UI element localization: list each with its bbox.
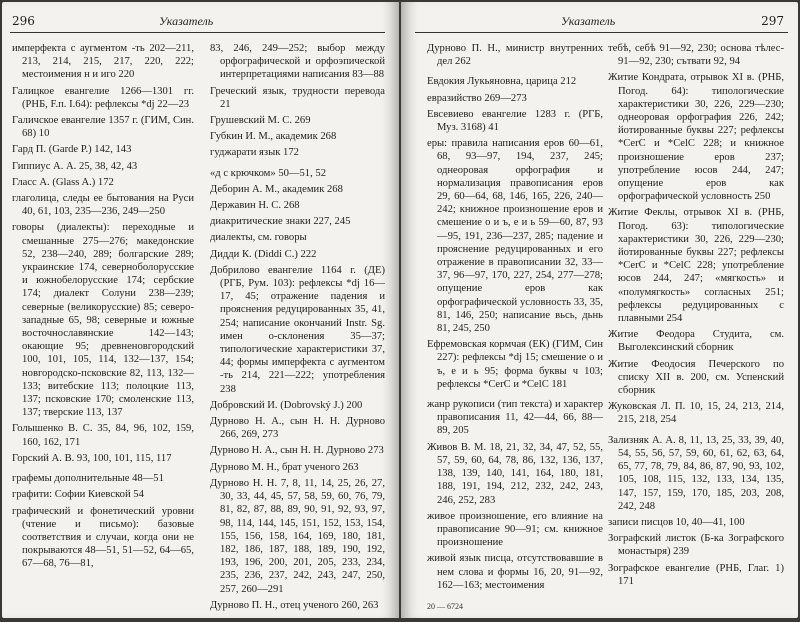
index-entry: гуджарати язык 172 (210, 147, 299, 159)
index-entry: Горский А. В. 93, 100, 101, 115, 117 (12, 452, 172, 464)
index-entry: Греческий язык, трудности перевода 21 (210, 85, 385, 110)
index-entry: Зографский листок (Б-ка Зографского монастыря) 239 (608, 533, 784, 558)
index-entry: Добрилово евангелие 1164 г. (ДЕ) (РГБ, Рум. 103): рефлексы *dj 16—17, 45; отражение падения и прояснения редуцированных 35, 41, 254; написание окончаний Instr. Sg. имен о-склонения 35—37; типологические характеристики 37, 44; формы имперфекта с аугментом -ть 214, 221—222; употребления 238 (210, 264, 385, 395)
index-entry: «д с крючком» 50—51, 52 (210, 167, 326, 179)
index-entry: Жуковская Л. П. 10, 15, 24, 213, 214, 215, 218, 254 (608, 401, 784, 426)
index-entry: евразийство 269—273 (427, 92, 527, 104)
index-entry: Житие Феодосия Печерского по списку XII в. 200, см. Успенский сборник (608, 358, 784, 397)
index-entry: Губкин И. М., академик 268 (210, 131, 337, 143)
header-rule (415, 32, 788, 33)
running-head: Указатель (561, 14, 616, 28)
index-column-right (608, 42, 784, 591)
index-entry: жанр рукописи (тип текста) и характер правописания 11, 42—44, 66, 88—89, 205 (427, 399, 603, 437)
index-entry: графемы дополнительные 48—51 (12, 473, 164, 485)
running-head: Указатель (159, 14, 214, 28)
index-entry: Дидди К. (Diddi C.) 222 (210, 248, 317, 260)
index-entry: записи писцов 10, 40—41, 100 (608, 516, 745, 528)
index-entry: Державин Н. С. 268 (210, 200, 300, 212)
index-entry: Житие Феклы, отрывок XI в. (РНБ, Погод. 63): типологические характеристики 30, 226, 229—230; йотированные буквы 227; рефлексы *CerC и *CelC 228; употребление юсов 244, 247; «мягкость» и «полумягкость» согласных 251; рефлексы редуцированных с плавными 254 (608, 207, 784, 325)
header-rule (10, 32, 385, 33)
index-entry: Грушевский М. С. 269 (210, 115, 311, 127)
index-entry: Голышенко В. С. 35, 84, 96, 102, 159, 160, 162, 171 (12, 423, 194, 448)
index-entry: Дурново М. Н., брат ученого 263 (210, 461, 359, 473)
index-entry: тебѣ, себѣ 91—92, 230; основа тѣлес- 91—92, 230; сътвати 92, 94 (608, 43, 784, 68)
index-column-left (12, 42, 194, 574)
index-entry: Деборин А. М., академик 268 (210, 183, 343, 195)
index-entry: Гласс А. (Glass A.) 172 (12, 176, 114, 188)
index-entry: имперфекта с аугментом -ть 202—211, 213, 214, 215, 217, 220, 222; местоимения н и иго 220 (12, 43, 194, 81)
index-entry: Гард П. (Garde P.) 142, 143 (12, 144, 132, 156)
index-entry: живое произношение, его влияние на правописание 90—91; см. книжное произношение (427, 510, 603, 549)
index-entry: говоры (диалекты): переходные и смешанные 275—276; македонские 52, 238—240, 289; болгарские 289; украинские 174, северноболорусские и южнобелорусские 174; сербские 174; диалект Солуни 238—239; северные (великорусские) 85; северо-западные 65, 98; северные и южные восточнославянские 142—143; окающие 95; древненовгородский 100, 101, 105, 114, 132—137, 154; новгородско-псковские 82, 113, 132—133; витебские 113; полоцкие 113, 137; псковские 170; смоленские 113, 137; тверские 113, 137 (12, 222, 194, 419)
index-entry: диалекты, см. говоры (210, 232, 307, 244)
index-entry: Галицкое евангелие 1266—1301 гг. (РНБ, F.п. I.64): рефлексы *dj 22—23 (12, 85, 194, 110)
index-entry: Житие Кондрата, отрывок XI в. (РНБ, Погод. 64): типологические характеристики 30, 226, 229—230; однеоровая орфография 226, 242; йотированные буквы 227; рефлексы *CerC и *CelC 228; и книжное произношение еров 237; употребление юсов 244, 247; опущение еров как орфографической условность 250 (608, 72, 784, 203)
index-entry: Дурново Н. Н. 7, 8, 11, 14, 25, 26, 27, 30, 33, 44, 45, 57, 58, 59, 60, 76, 79, 81, 82, 87, 88, 89, 90, 91, 92, 93, 97, 98, 114, 144, 145, 151, 152, 153, 154, 155, 156, 158, 164, 169, 180, 181, 182, 186, 187, 188, 189, 190, 192, 193, 196, 200, 201, 205, 233, 234, 235, 236, 237, 242, 243, 247, 250, 257, 260—291 (210, 477, 385, 595)
index-entry: Зографское евангелие (РНБ, Глаг. 1) 171 (608, 562, 784, 587)
index-entry: графический и фонетический уровни (чтение и письмо): базовые соответствия и случаи, когда они не покрываются 48—51, 51—52, 64—65, 67—68, 76—81, (12, 505, 194, 570)
index-entry: Зализняк А. А. 8, 11, 13, 25, 33, 39, 40, 54, 55, 56, 57, 59, 60, 61, 62, 63, 64, 65, 77, 78, 79, 84, 86, 87, 90, 93, 102, 105, 108, 115, 132, 133, 134, 135, 147, 157, 159, 170, 185, 203, 208, 242, 248 (608, 434, 784, 512)
index-entry: графити: Софии Киевской 54 (12, 489, 144, 501)
index-entry: Дурново Н. А., сын Н. Н. Дурново 273 (210, 445, 384, 457)
index-entry: диакритические знаки 227, 245 (210, 216, 351, 228)
signature-mark: 20 — 6724 (427, 602, 463, 611)
index-entry: Евсевиево евангелие 1283 г. (РГБ, Муз. 3168) 41 (427, 108, 603, 134)
index-column-left (427, 42, 603, 595)
page-number: 296 (12, 14, 35, 28)
index-entry: глаголица, следы ее бытования на Руси 40, 61, 103, 235—236, 249—250 (12, 193, 194, 218)
page-number: 297 (761, 14, 784, 28)
index-entry: еры: правила написания еров 60—61, 68, 93—97, 194, 237, 245; однеоровая орфография и нормализация правописания еров 29, 60—64, 68, 146, 165, 226, 240—242; книжное произношение еров и смешение о и ъ, е и ь 59—60, 87, 93—95, 191, 236—237, 285; падение и прояснение редуцированных и его отражение в правописании 32, 33—37, 96—97, 170, 227, 254, 277—278; опущение еров как орфографической условность 33, 35, 81, 146, 250; написание вьсь, дьнь 81, 245, 250 (427, 138, 603, 335)
left-page (2, 2, 399, 618)
index-entry: Живов В. М. 18, 21, 32, 34, 47, 52, 55, 57, 59, 60, 64, 78, 86, 132, 136, 137, 138, 139, 140, 141, 164, 180, 181, 188, 191, 194, 212, 232, 242, 243, 246, 252, 283 (427, 441, 603, 506)
index-entry: Ефремовская кормчая (ЕК) (ГИМ, Син 227): рефлексы *dj 15; смешение о и ъ, е и ь 95; форма буквы ч 103; рефлексы *CerC и *CelC 181 (427, 339, 603, 390)
right-page (401, 2, 798, 618)
index-entry: Дурново П. Н., министр внутренних дел 262 (427, 43, 603, 68)
index-entry: Евдокия Лукьяновна, царица 212 (427, 76, 577, 88)
index-entry: живой язык писца, отсутствовавшие в нем слова и формы 16, 20, 91—92, 162—163; местоимения (427, 553, 603, 591)
index-entry: Дурново П. Н., отец ученого 260, 263 (210, 599, 379, 611)
index-column-right (210, 42, 385, 615)
index-entry: Добровский И. (Dobrovský J.) 200 (210, 399, 363, 411)
index-entry: Дурново Н. А., сын Н. Н. Дурново 266, 269, 273 (210, 416, 385, 441)
index-entry: Гиппиус А. А. 25, 38, 42, 43 (12, 160, 138, 172)
index-entry: Галичское евангелие 1357 г. (ГИМ, Син. 68) 10 (12, 115, 194, 140)
index-entry: 83, 246, 249—252; выбор между орфографической и орфоэпической интерпретациями написания 83—88 (210, 43, 385, 81)
index-entry: Житие Феодора Студита, см. Выголексинский сборник (608, 329, 784, 354)
